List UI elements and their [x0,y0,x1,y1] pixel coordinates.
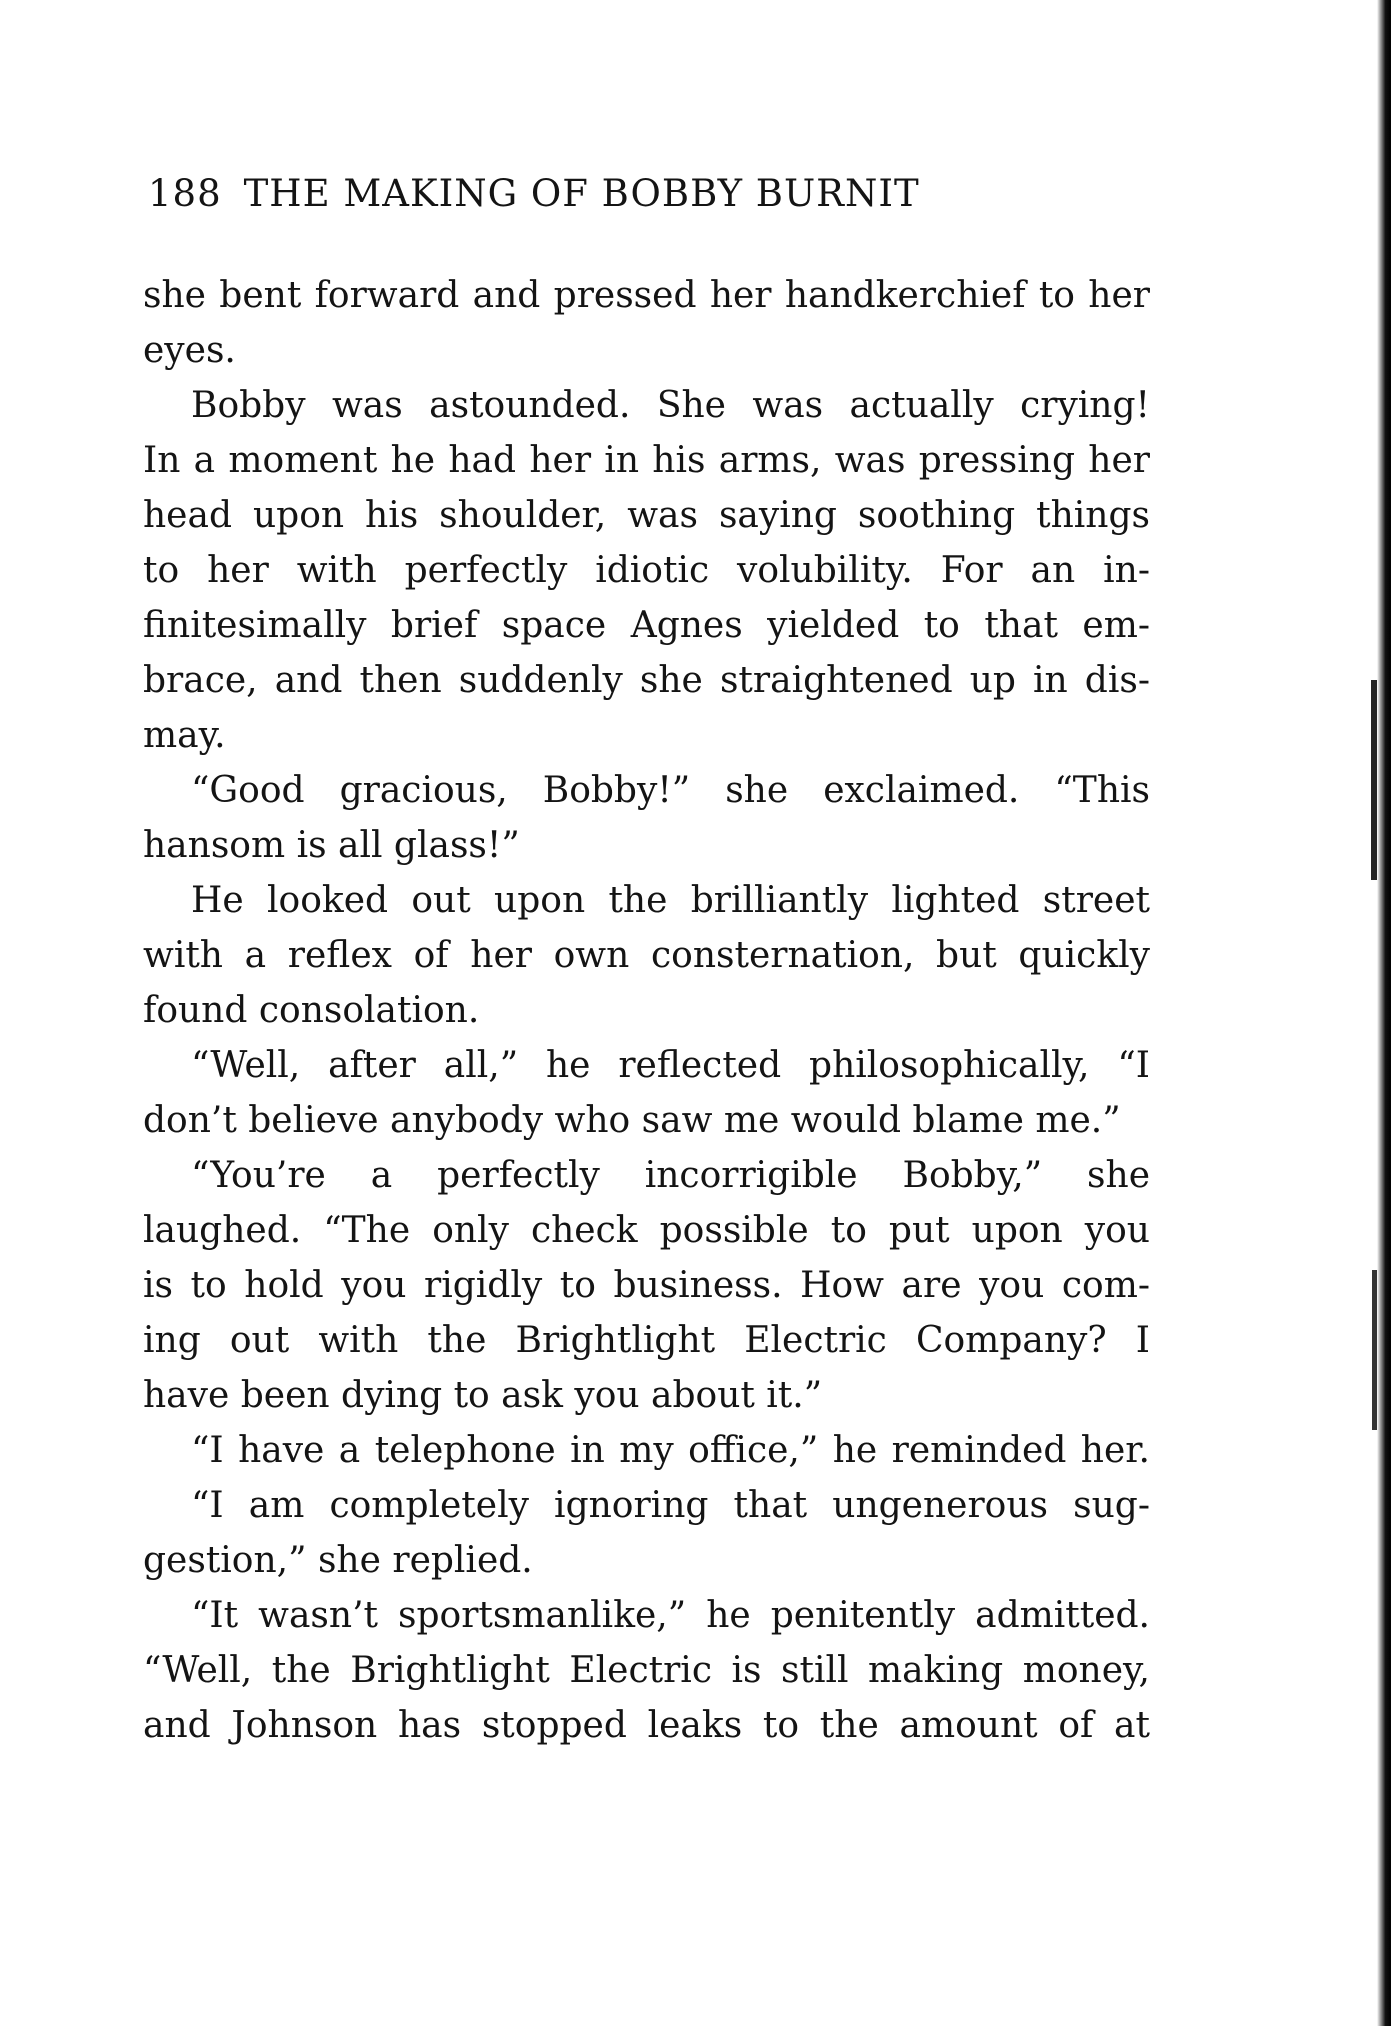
page-edge-mark [1372,1270,1377,1430]
text-line: “I have a telephone in my office,” he reminded her. [191,1430,1150,1471]
text-line: He looked out upon the brilliantly lighted street [191,880,1150,921]
text-line: and Johnson has stopped leaks to the amount of at [143,1705,1150,1746]
running-header [148,172,1048,215]
text-line: have been dying to ask you about it.” [143,1375,823,1416]
text-line: she bent forward and pressed her handkerchief to her [143,275,1150,316]
text-line: “You’re a perfectly incorrigible Bobby,” she [191,1155,1150,1196]
text-line: “Well, the Brightlight Electric is still making money, [143,1650,1150,1691]
text-line: is to hold you rigidly to business. How are you com- [143,1265,1150,1306]
text-line: to her with perfectly idiotic volubility. For an in- [143,550,1150,591]
text-line: Bobby was astounded. She was actually crying! [191,385,1150,426]
text-line: don’t believe anybody who saw me would blame me.” [143,1100,1121,1141]
text-line: eyes. [143,330,236,371]
page-edge-shadow [1377,0,1391,2026]
text-line: may. [143,715,226,756]
page-body-text [143,268,1150,1753]
text-line: finitesimally brief space Agnes yielded to that em- [143,605,1150,646]
text-line: “It wasn’t sportsmanlike,” he penitently admitted. [191,1595,1150,1636]
running-title: THE MAKING OF BOBBY BURNIT [243,172,920,215]
text-line: with a reflex of her own consternation, but quickly [143,935,1150,976]
page-edge-mark [1371,680,1377,880]
text-line: head upon his shoulder, was saying soothing things [143,495,1150,536]
text-line: laughed. “The only check possible to put upon you [143,1210,1150,1251]
text-line: brace, and then suddenly she straightened up in dis- [143,660,1150,701]
text-line: “Well, after all,” he reflected philosophically, “I [191,1045,1150,1086]
page-number: 188 [148,172,222,215]
text-line: hansom is all glass!” [143,825,520,866]
text-line: “I am completely ignoring that ungenerous sug- [191,1485,1150,1526]
text-line: “Good gracious, Bobby!” she exclaimed. “This [191,770,1150,811]
text-line: In a moment he had her in his arms, was pressing her [143,440,1150,481]
text-line: found consolation. [143,990,480,1031]
text-line: gestion,” she replied. [143,1540,533,1581]
text-line: ing out with the Brightlight Electric Company? I [143,1320,1150,1361]
